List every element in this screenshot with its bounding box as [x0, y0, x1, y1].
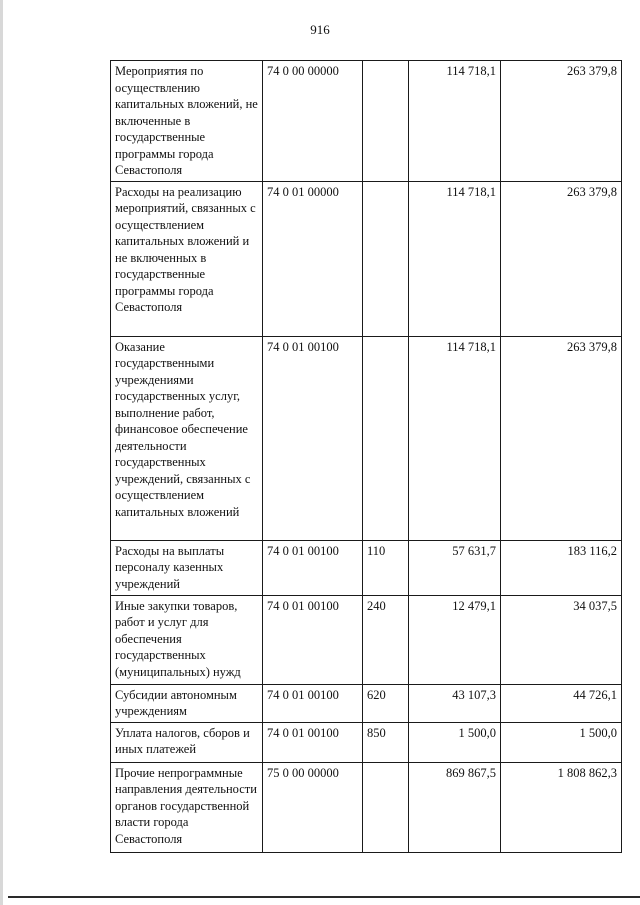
row-amount-2-cell: 1 500,0: [501, 722, 622, 762]
row-name-cell: Оказание государственными учреждениями государственных услуг, выполнение работ, финансовое обеспечение деятельности государственных учреждений, связанных с осуществлением капитальных вложений: [111, 336, 263, 540]
row-expense-type-cell: [363, 181, 409, 336]
row-amount-1-cell: 114 718,1: [409, 336, 501, 540]
row-amount-2-cell: 1 808 862,3: [501, 762, 622, 852]
table-row: [111, 336, 622, 540]
row-amount-2-cell: 34 037,5: [501, 595, 622, 684]
row-amount-2-cell: 263 379,8: [501, 336, 622, 540]
row-amount-1-cell: 114 718,1: [409, 181, 501, 336]
row-name-cell: Расходы на выплаты персоналу казенных учреждений: [111, 540, 263, 595]
row-name-cell: Уплата налогов, сборов и иных платежей: [111, 722, 263, 762]
row-name-cell: Иные закупки товаров, работ и услуг для обеспечения государственных (муниципальных) нужд: [111, 595, 263, 684]
table-row: [111, 684, 622, 722]
table-row: [111, 595, 622, 684]
row-amount-2-cell: 183 116,2: [501, 540, 622, 595]
table-row: [111, 181, 622, 336]
row-expense-type-cell: [363, 336, 409, 540]
row-amount-2-cell: 44 726,1: [501, 684, 622, 722]
table-row: [111, 540, 622, 595]
row-amount-1-cell: 57 631,7: [409, 540, 501, 595]
budget-table: [110, 60, 622, 853]
row-name-cell: Расходы на реализацию мероприятий, связанных с осуществлением капитальных вложений и не включенных в государственные программы города Севастополя: [111, 181, 263, 336]
row-target-article-cell: 74 0 00 00000: [263, 61, 363, 182]
row-target-article-cell: 74 0 01 00100: [263, 336, 363, 540]
row-amount-2-cell: 263 379,8: [501, 61, 622, 182]
row-target-article-cell: 74 0 01 00100: [263, 684, 363, 722]
row-target-article-cell: 75 0 00 00000: [263, 762, 363, 852]
row-amount-1-cell: 869 867,5: [409, 762, 501, 852]
row-amount-1-cell: 114 718,1: [409, 61, 501, 182]
row-name-cell: Субсидии автономным учреждениям: [111, 684, 263, 722]
table-row: [111, 722, 622, 762]
table-row: [111, 762, 622, 852]
row-name-cell: Прочие непрограммные направления деятельности органов государственной власти города Севастополя: [111, 762, 263, 852]
row-expense-type-cell: 240: [363, 595, 409, 684]
row-expense-type-cell: 110: [363, 540, 409, 595]
row-amount-1-cell: 43 107,3: [409, 684, 501, 722]
row-amount-1-cell: 1 500,0: [409, 722, 501, 762]
row-target-article-cell: 74 0 01 00100: [263, 595, 363, 684]
row-name-cell: Мероприятия по осуществлению капитальных вложений, не включенные в государственные программы города Севастополя: [111, 61, 263, 182]
row-expense-type-cell: [363, 61, 409, 182]
row-expense-type-cell: [363, 762, 409, 852]
scan-edge-shadow: [0, 0, 3, 905]
row-target-article-cell: 74 0 01 00100: [263, 722, 363, 762]
scan-bottom-edge: [8, 896, 640, 898]
row-amount-1-cell: 12 479,1: [409, 595, 501, 684]
row-target-article-cell: 74 0 01 00100: [263, 540, 363, 595]
table-row: [111, 61, 622, 182]
row-expense-type-cell: 850: [363, 722, 409, 762]
row-target-article-cell: 74 0 01 00000: [263, 181, 363, 336]
page-number: 916: [310, 22, 330, 37]
row-expense-type-cell: 620: [363, 684, 409, 722]
row-amount-2-cell: 263 379,8: [501, 181, 622, 336]
